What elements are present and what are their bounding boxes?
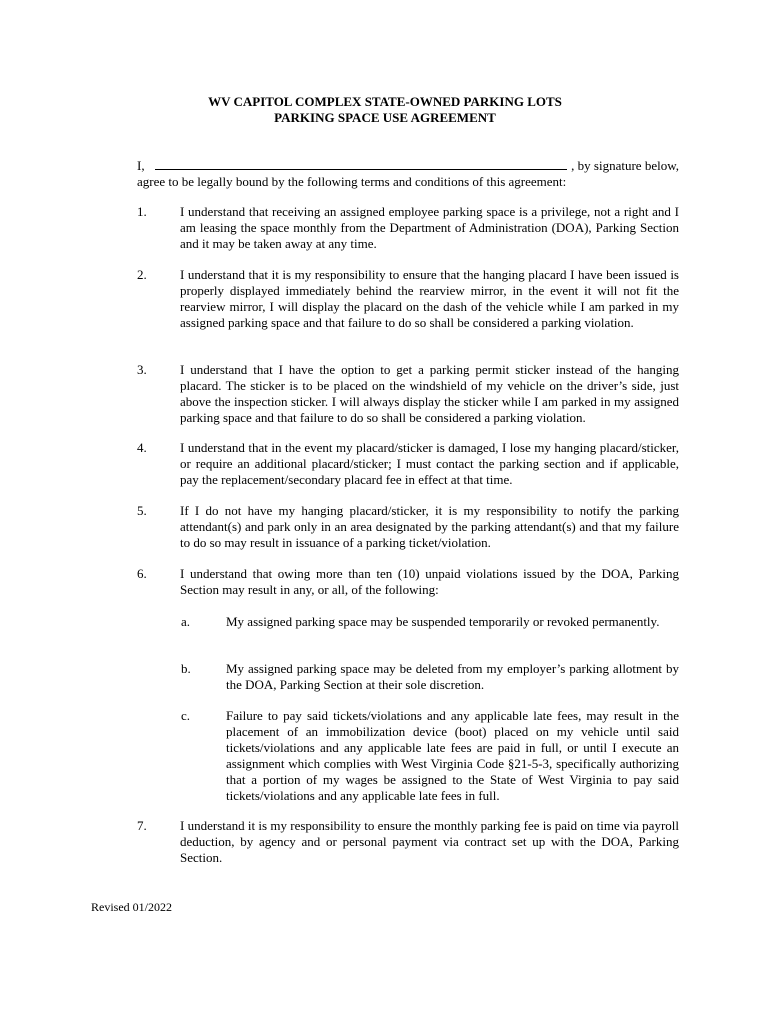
name-signature-blank[interactable] bbox=[155, 157, 568, 170]
subterm-letter: c. bbox=[181, 708, 191, 723]
intro-paragraph bbox=[137, 157, 679, 190]
subterm-letter: a. bbox=[181, 614, 191, 629]
subterm-text: My assigned parking space may be suspended temporarily or revoked permanently. bbox=[226, 614, 660, 629]
intro-suffix: , by signature below, bbox=[571, 158, 679, 173]
title-line-1: WV CAPITOL COMPLEX STATE-OWNED PARKING LOTS bbox=[208, 94, 562, 109]
term-number: 2. bbox=[137, 267, 147, 282]
term-number: 5. bbox=[137, 503, 147, 518]
subterm-text: My assigned parking space may be deleted from my employer’s parking allotment by the DOA, Parking Section at their sole discretion. bbox=[226, 661, 679, 692]
term-number: 6. bbox=[137, 566, 147, 581]
term-number: 3. bbox=[137, 362, 147, 377]
revision-footer: Revised 01/2022 bbox=[91, 900, 172, 914]
term-text: If I do not have my hanging placard/sticker, it is my responsibility to notify the parking attendant(s) and park only in an area designated by the parking attendant(s) and that my failure to do so may result in issuance of a parking ticket/violation. bbox=[180, 503, 679, 550]
term-text: I understand that owing more than ten (10) unpaid violations issued by the DOA, Parking Section may result in any, or all, of the following: bbox=[180, 566, 679, 597]
term-text: I understand that in the event my placard/sticker is damaged, I lose my hanging placard/sticker, or require an additional placard/sticker; I must contact the parking section and if applicable, pay the replacement/secondary placard fee in effect at that time. bbox=[180, 440, 679, 487]
term-text: I understand it is my responsibility to ensure the monthly parking fee is paid on time via payroll deduction, by agency and or personal payment via contract set up with the DOA, Parking Section. bbox=[180, 818, 679, 865]
term-number: 4. bbox=[137, 440, 147, 455]
subterm-text: Failure to pay said tickets/violations and any applicable late fees, may result in the placement of an immobilization device (boot) placed on my vehicle until said tickets/violations and any applicable late fees are paid in full, or until I execute an assignment which complies with West Virginia Code §21-5-3, specifically authorizing that a portion of my wages be assigned to the State of West Virginia to pay said tickets/violations and any applicable late fees in full. bbox=[226, 708, 679, 803]
intro-line-2: agree to be legally bound by the following terms and conditions of this agreement: bbox=[137, 174, 567, 189]
term-text: I understand that I have the option to get a parking permit sticker instead of the hanging placard. The sticker is to be placed on the windshield of my vehicle on the driver’s side, just above the inspection sticker. I will always display the sticker while I am parked in my assigned parking space and that failure to do so shall be considered a parking violation. bbox=[180, 362, 679, 425]
term-text: I understand that receiving an assigned employee parking space is a privilege, not a right and I am leasing the space monthly from the Department of Administration (DOA), Parking Section and it may be taken away at any time. bbox=[180, 204, 679, 251]
intro-prefix: I, bbox=[137, 158, 145, 173]
document-title bbox=[0, 94, 770, 126]
term-number: 7. bbox=[137, 818, 147, 833]
term-number: 1. bbox=[137, 204, 147, 219]
title-line-2: PARKING SPACE USE AGREEMENT bbox=[274, 110, 496, 125]
subterm-letter: b. bbox=[181, 661, 191, 676]
term-text: I understand that it is my responsibility to ensure that the hanging placard I have been issued is properly displayed immediately behind the rearview mirror, in the event it will not fit the rearview mirror, I will display the placard on the dash of the vehicle while I am parked in my assigned parking space and that failure to do so shall be considered a parking violation. bbox=[180, 267, 679, 330]
